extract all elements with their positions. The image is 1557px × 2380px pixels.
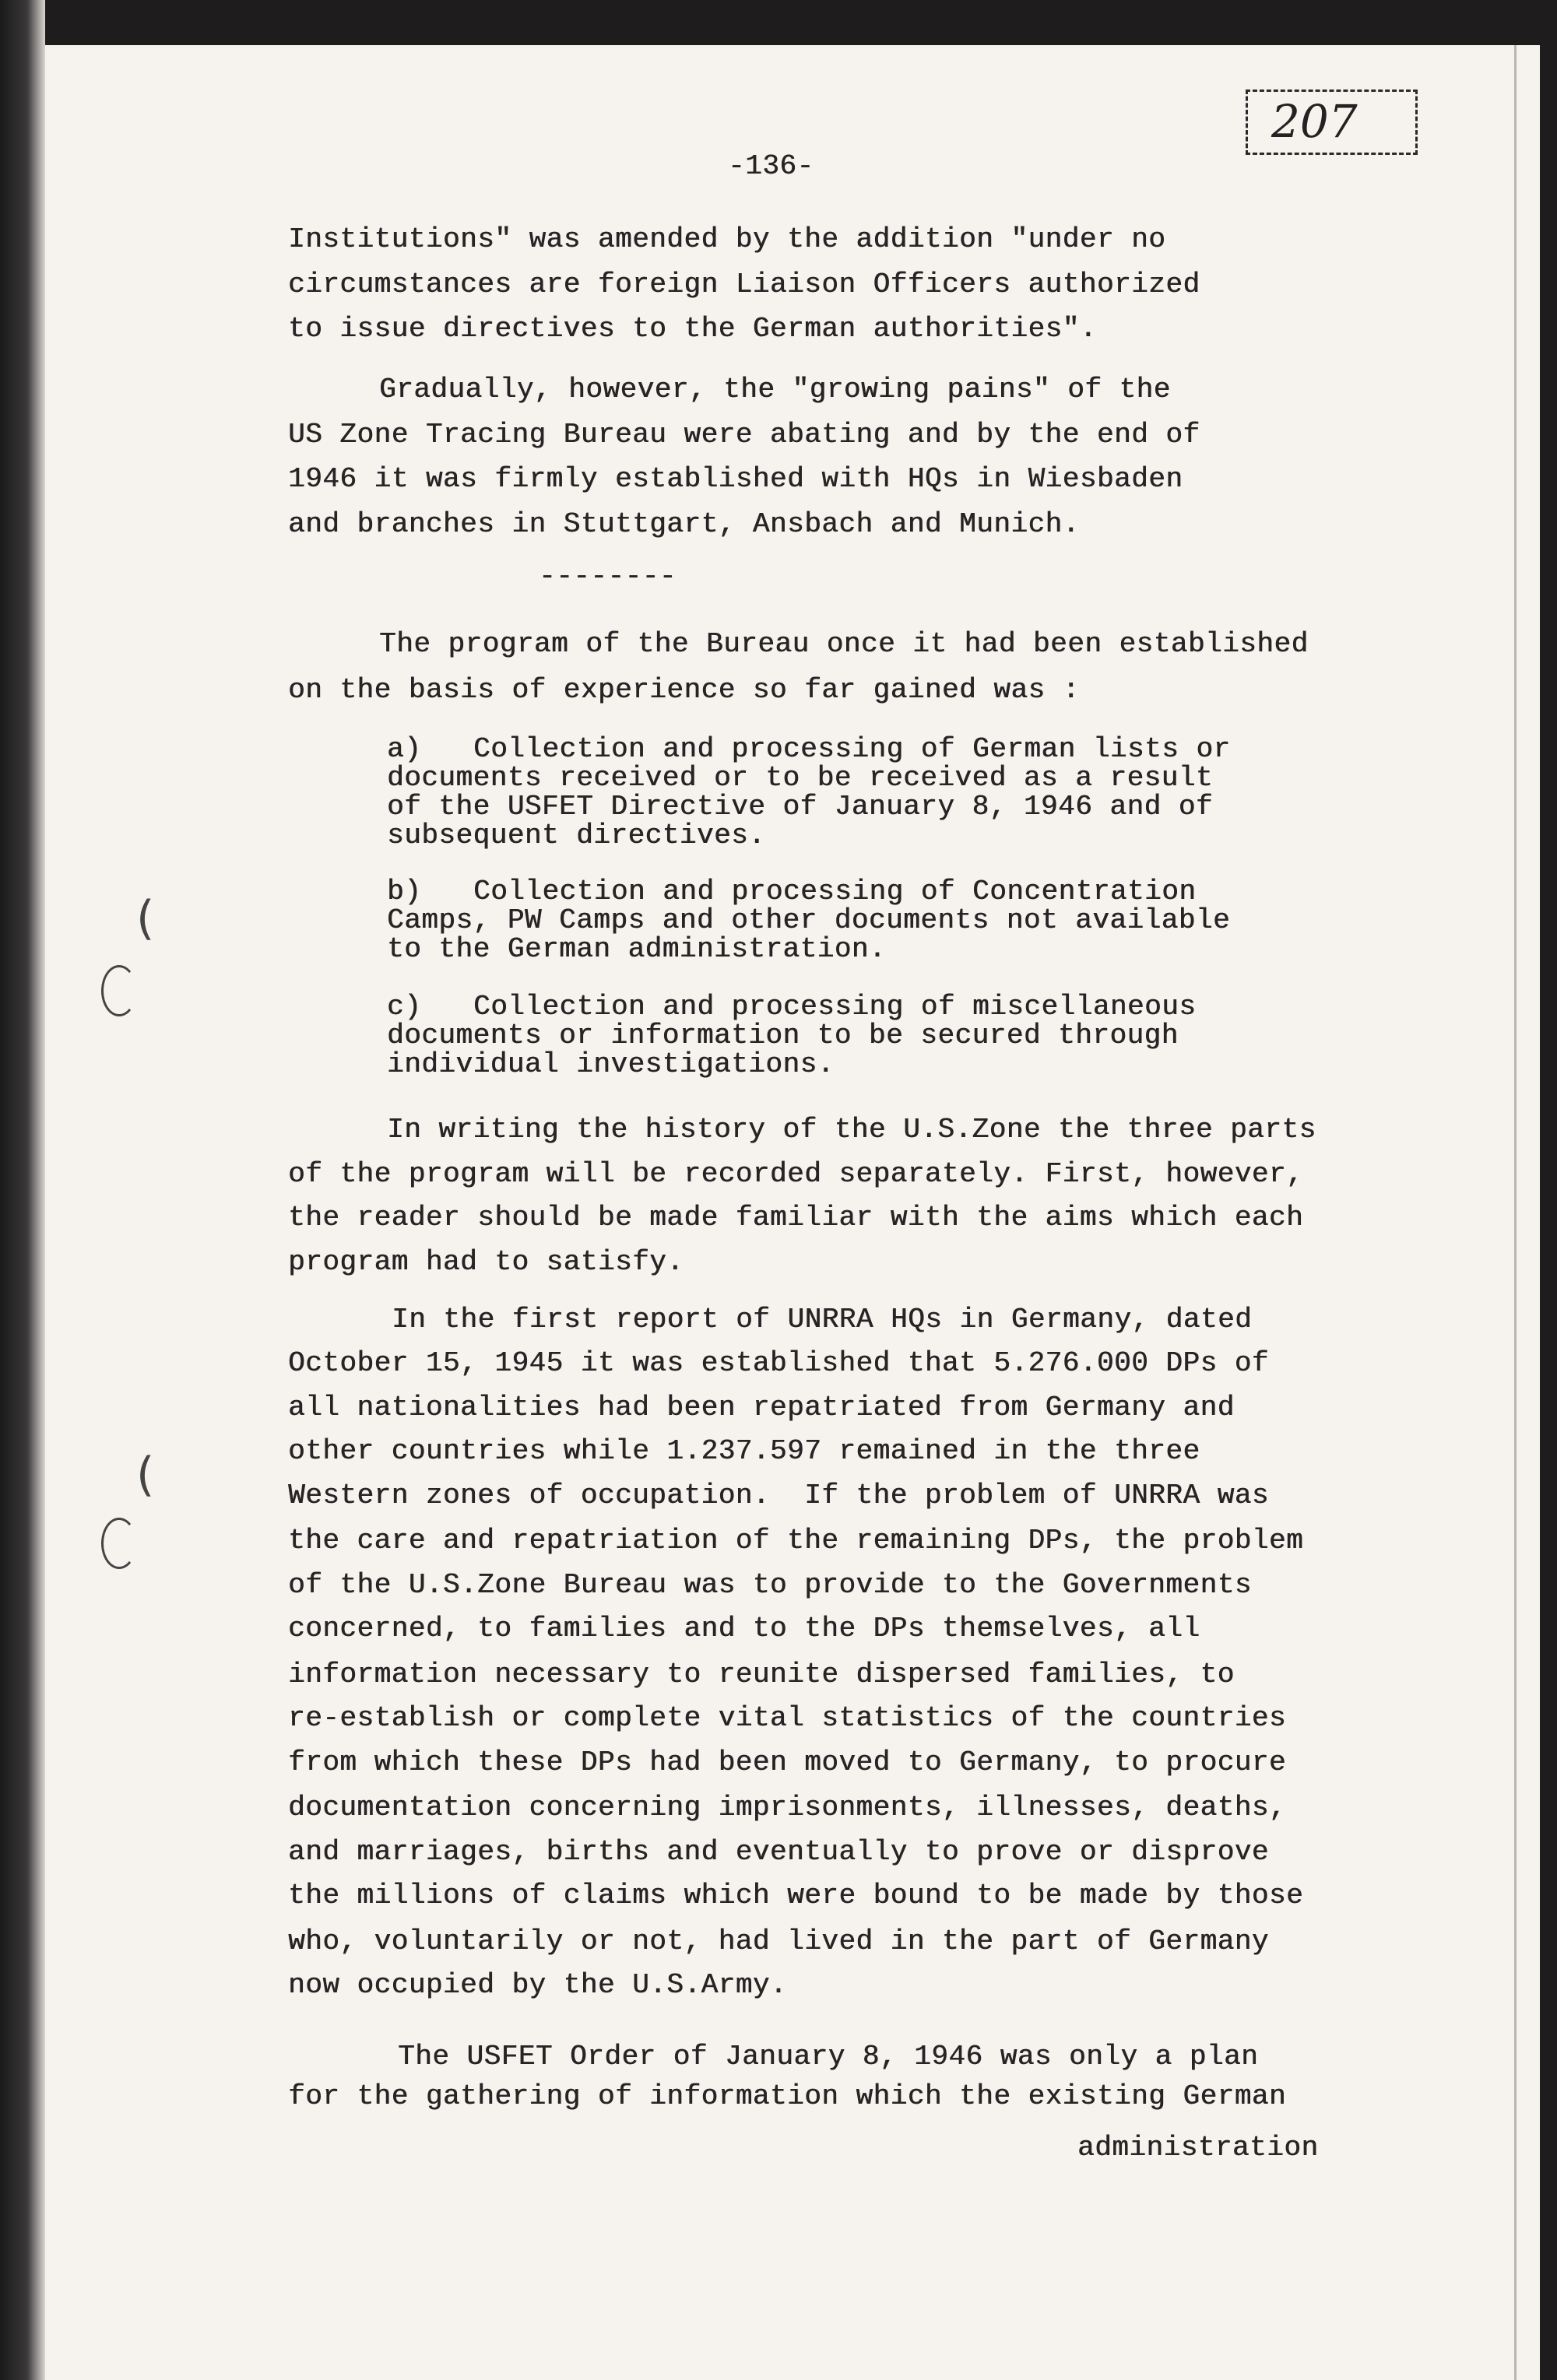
margin-bracket-mark: ( [136,891,155,946]
list-label: a) [387,733,422,765]
text-line: Western zones of occupation. If the problem of UNRRA was [288,1480,1269,1511]
text-line: documents or information to be secured through [387,1020,1179,1051]
text-line: Institutions" was amended by the addition "under no [288,223,1166,255]
text-line: 1946 it was firmly established with HQs in Wiesbaden [288,463,1183,495]
text-line: Collection and processing of Concentration [473,876,1197,907]
text-line: Camps, PW Camps and other documents not available [387,904,1231,936]
text-line: US Zone Tracing Bureau were abating and by the end of [288,419,1200,451]
page-number: -136- [728,150,814,182]
page-edge [1514,45,1517,2380]
text-line: October 15, 1945 it was established that 5.276.000 DPs of [288,1347,1269,1379]
list-label: b) [387,876,422,907]
text-line: concerned, to families and to the DPs themselves, all [288,1613,1200,1645]
text-line: of the U.S.Zone Bureau was to provide to the Governments [288,1569,1252,1601]
archive-number: 207 [1271,95,1358,148]
text-line: individual investigations. [387,1048,835,1080]
text-line: the reader should be made familiar with the aims which each [288,1202,1304,1234]
margin-circle-mark [101,1518,137,1569]
margin-bracket-mark: ( [136,1448,155,1502]
text-line: for the gathering of information which the existing German [288,2080,1287,2112]
text-line: Collection and processing of German lists or [473,733,1231,765]
text-line: circumstances are foreign Liaison Officers authorized [288,269,1200,300]
text-line: re-establish or complete vital statistics of the countries [288,1702,1287,1734]
text-line: program had to satisfy. [288,1246,684,1278]
archive-number-stamp [1246,90,1418,155]
text-line: of the USFET Directive of January 8, 1946 and of [387,791,1213,823]
text-line: the care and repatriation of the remaining DPs, the problem [288,1525,1304,1557]
list-label: c) [387,991,422,1023]
text-line: documents received or to be received as a result [387,762,1213,794]
text-line: on the basis of experience so far gained was : [288,674,1080,706]
section-separator: -------- [539,560,677,592]
text-line: and marriages, births and eventually to prove or disprove [288,1836,1269,1868]
text-line: now occupied by the U.S.Army. [288,1969,788,2001]
text-line: to the German administration. [387,933,887,965]
text-line: subsequent directives. [387,820,766,851]
text-line: the millions of claims which were bound to be made by those [288,1880,1304,1911]
text-line: who, voluntarily or not, had lived in the part of Germany [288,1925,1269,1957]
catchword: administration [1077,2132,1319,2164]
text-line: and branches in Stuttgart, Ansbach and Munich. [288,508,1080,540]
margin-circle-mark [101,965,137,1016]
text-line: The USFET Order of January 8, 1946 was only a plan [398,2041,1259,2073]
text-line: The program of the Bureau once it had been established [379,628,1309,660]
text-line: of the program will be recorded separately. First, however, [288,1158,1304,1190]
text-line: from which these DPs had been moved to Germany, to procure [288,1746,1287,1778]
text-line: In writing the history of the U.S.Zone the three parts [387,1114,1316,1146]
text-line: documentation concerning imprisonments, illnesses, deaths, [288,1792,1287,1824]
text-line: In the first report of UNRRA HQs in Germany, dated [392,1304,1253,1336]
text-line: all nationalities had been repatriated from Germany and [288,1392,1235,1423]
text-line: Gradually, however, the "growing pains" of the [379,374,1171,405]
text-line: to issue directives to the German authorities". [288,313,1097,345]
text-line: Collection and processing of miscellaneous [473,991,1197,1023]
text-line: information necessary to reunite dispersed families, to [288,1659,1235,1690]
book-binding [0,0,45,2380]
text-line: other countries while 1.237.597 remained in the three [288,1435,1200,1467]
